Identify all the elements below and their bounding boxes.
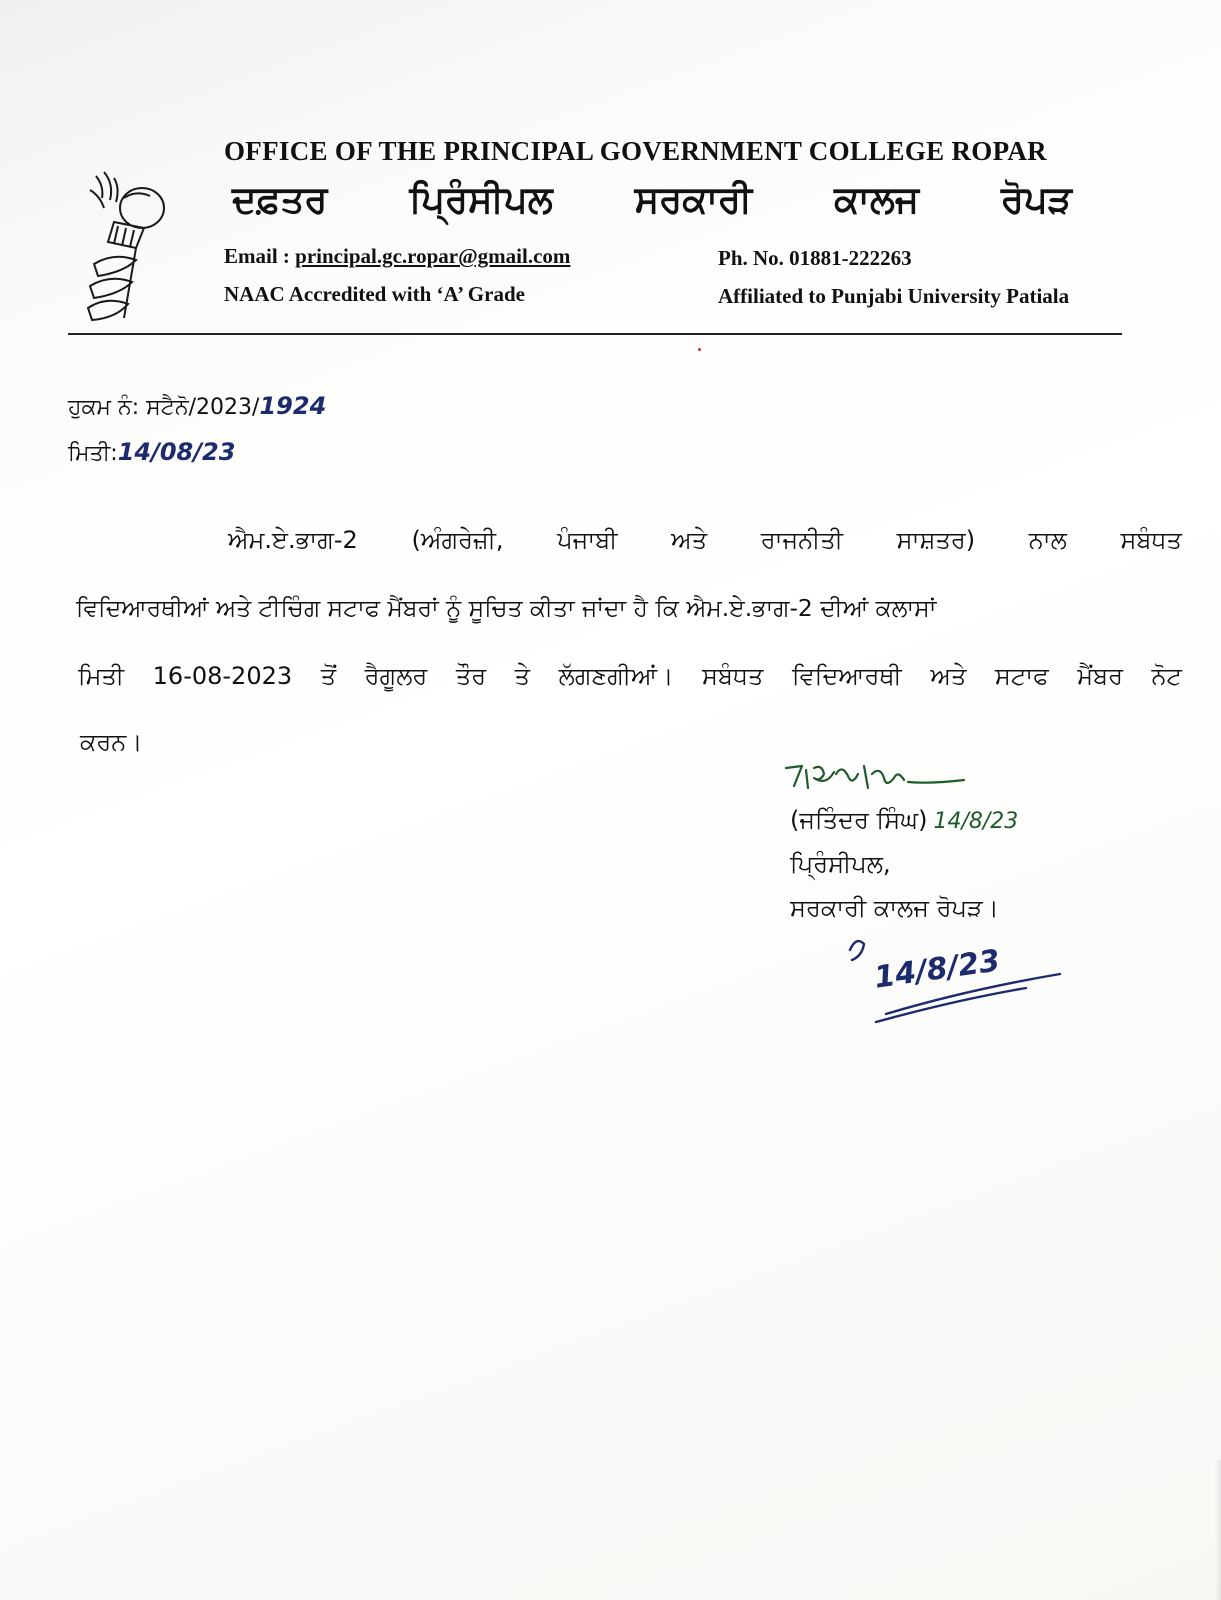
initial-date-handwritten: 14/8/23: [872, 943, 1003, 996]
email-label: Email :: [224, 244, 296, 268]
body-word: ਸਬੰਧਤ: [1120, 526, 1182, 554]
body-word: ਸਬੰਧਤ: [701, 662, 764, 690]
body-word: ਰੈਗੂਲਰ: [364, 662, 428, 690]
order-number-label: ਹੁਕਮ ਨੰ: ਸਟੈਨੋ/2023/: [68, 395, 260, 420]
body-word: ਤੇ: [514, 662, 531, 690]
scan-shadow: [1215, 1460, 1221, 1600]
ink-speck: [698, 348, 701, 351]
body-word: (ਅੰਗਰੇਜ਼ੀ,: [411, 526, 504, 554]
body-line-3: [78, 662, 1182, 690]
office-title-english: OFFICE OF THE PRINCIPAL GOVERNMENT COLLEGE ROPAR: [224, 136, 1047, 166]
body-word: ਤੌਰ: [455, 662, 487, 690]
body-word: ਮੈਂਬਰ: [1077, 662, 1123, 690]
body-word: ਸਟਾਫ: [994, 662, 1049, 690]
order-date-label: ਮਿਤੀ:: [68, 441, 118, 466]
order-number: [68, 392, 326, 420]
body-word: 16-08-2023: [152, 662, 293, 690]
body-line-2: ਵਿਦਿਆਰਥੀਆਂ ਅਤੇ ਟੀਚਿੰਗ ਸਟਾਫ ਮੈਂਬਰਾਂ ਨੂੰ ਸੂਚਿਤ ਕੀਤਾ ਜਾਂਦਾ ਹੈ ਕਿ ਐਮ.ਏ.ਭਾਗ-2 ਦੀਆਂ ਕਲਾਸਾਂ: [76, 594, 937, 622]
signatory-designation: ਪ੍ਰਿੰਸੀਪਲ,: [790, 850, 891, 878]
signatory-name: (ਜਤਿੰਦਰ ਸਿੰਘ): [790, 806, 928, 834]
title-pa-word: ਕਾਲਜ: [834, 178, 920, 221]
body-word: ਸਾਸ਼ਤਰ): [896, 526, 976, 554]
university-affiliation: Affiliated to Punjabi University Patiala: [718, 284, 1070, 308]
body-line-1: [228, 526, 1182, 554]
title-pa-word: ਰੋਪੜ: [1001, 178, 1072, 221]
signatory-name-line: [790, 806, 1018, 834]
signatory-institution: ਸਰਕਾਰੀ ਕਾਲਜ ਰੋਪੜ।: [790, 894, 999, 922]
naac-accreditation: NAAC Accredited with ‘A’ Grade: [224, 282, 525, 306]
order-date-handwritten: 14/08/23: [117, 438, 236, 466]
email-link[interactable]: principal.gc.ropar@gmail.com: [295, 244, 571, 268]
header-divider: [68, 333, 1122, 335]
signature-date-handwritten: 14/8/23: [933, 809, 1019, 834]
body-line-4: ਕਰਨ।: [80, 728, 143, 756]
title-pa-word: ਦਫ਼ਤਰ: [232, 178, 328, 221]
body-word: ਪੰਜਾਬੀ: [557, 526, 618, 554]
office-title-punjabi: [232, 178, 1072, 222]
order-number-handwritten: 1924: [259, 392, 327, 420]
title-pa-word: ਸਰਕਾਰੀ: [634, 178, 753, 221]
body-word: ਰਾਜਨੀਤੀ: [760, 526, 843, 554]
body-word: ਵਿਦਿਆਰਥੀ: [791, 662, 902, 690]
phone-number: Ph. No. 01881-222263: [718, 246, 912, 270]
body-word: ਨਾਲ: [1028, 526, 1067, 554]
body-word: ਤੋਂ: [320, 662, 337, 690]
body-word: ਐਮ.ਏ.ਭਾਗ-2: [228, 526, 358, 554]
body-word: ਨੋਟ: [1151, 662, 1182, 690]
body-word: ਲੱਗਣਗੀਆਂ।: [558, 662, 674, 690]
order-date: [68, 438, 235, 466]
principal-signature: [780, 760, 970, 808]
body-word: ਮਿਤੀ: [78, 662, 125, 690]
college-emblem-logo: [84, 168, 174, 324]
body-word: ਅਤੇ: [930, 662, 967, 690]
body-word: ਅਤੇ: [671, 526, 708, 554]
title-pa-word: ਪ੍ਰਿੰਸੀਪਲ: [409, 178, 553, 221]
email-line: [224, 244, 570, 269]
